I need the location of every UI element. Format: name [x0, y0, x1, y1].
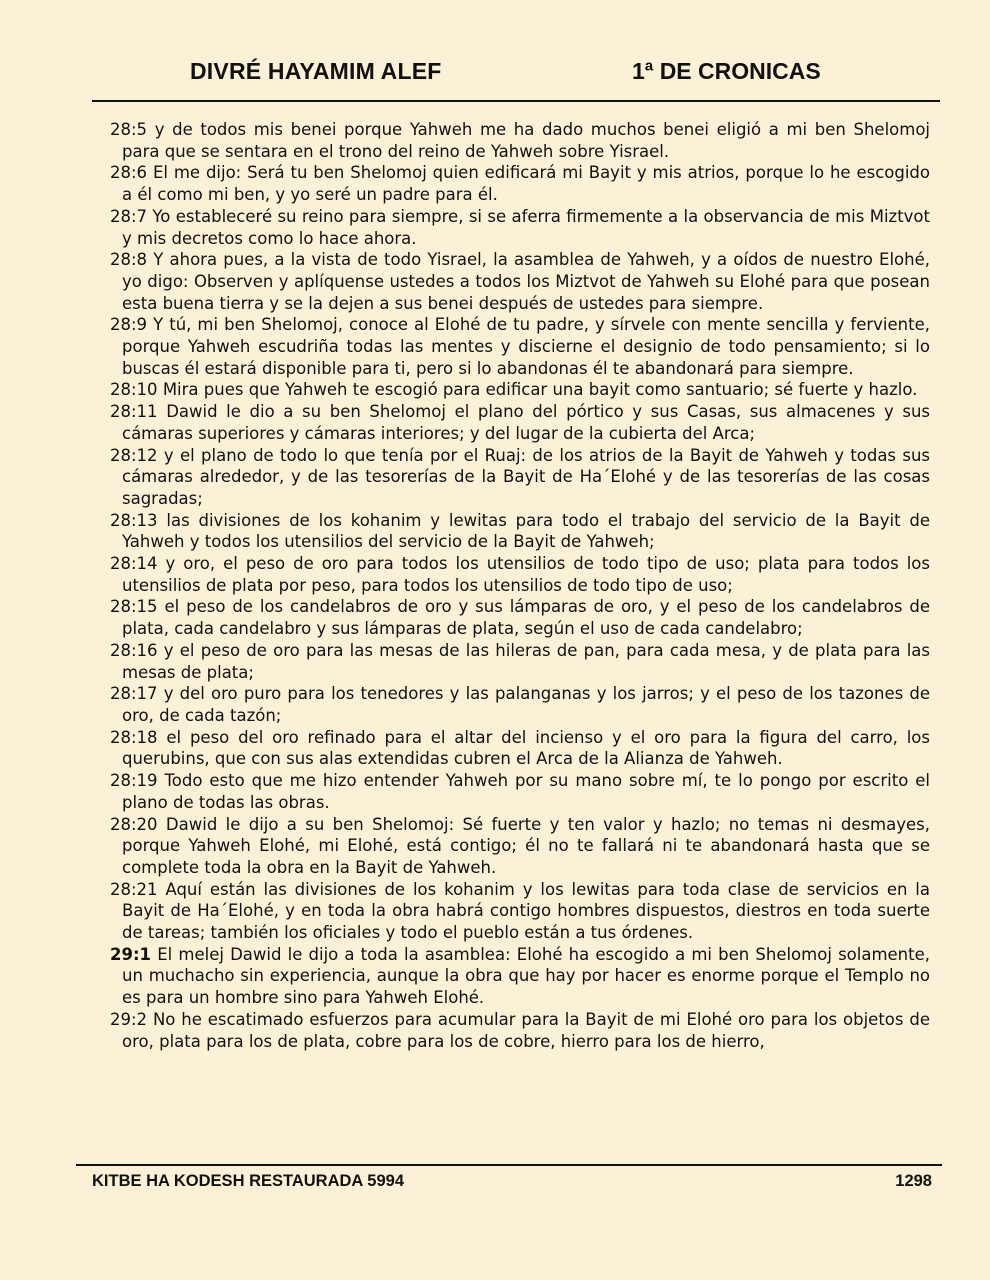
- verse-text: y el plano de todo lo que tenía por el Ruaj: de los atrios de la Bayit de Yahweh y todas sus cámaras alrededor, y de las tesorerías de la Bayit de Ha´Elohé y de las tesorerías de las cosas sagradas;: [122, 445, 930, 508]
- verse-reference: 28:15: [110, 597, 158, 617]
- verse-reference: 28:5: [110, 120, 148, 139]
- verse-text: Mira pues que Yahweh te escogió para edificar una bayit como santuario; sé fuerte y hazlo.: [162, 380, 918, 400]
- verse-reference: 28:7: [110, 206, 148, 226]
- verse-paragraph: [110, 249, 930, 314]
- verse-text: Todo esto que me hizo entender Yahweh por su mano sobre mí, te lo pongo por escrito el plano de todas las obras.: [122, 771, 930, 812]
- verse-paragraph: [110, 119, 930, 162]
- verse-paragraph: [110, 314, 930, 379]
- verse-reference: 28:13: [110, 510, 158, 530]
- verse-text: Y ahora pues, a la vista de todo Yisrael, la asamblea de Yahweh, y a oídos de nuestro Elohé, yo digo: Observen y aplíquense ustedes a todos los Miztvot de Yahweh su Elohé para que posean esta buena tierra y se la dejen a sus benei después de ustedes para siempre.: [122, 250, 930, 313]
- verse-reference: 28:16: [110, 640, 158, 660]
- verse-text: y de todos mis benei porque Yahweh me ha dado muchos benei eligió a mi ben Shelomoj para que se sentara en el trono del reino de Yahweh sobre Yisrael.: [122, 120, 930, 161]
- verse-reference: 29:2: [110, 1009, 148, 1029]
- verse-text: el peso del oro refinado para el altar del incienso y el oro para la figura del carro, los querubins, que con sus alas extendidas cubren el Arca de la Alianza de Yahweh.: [122, 727, 931, 769]
- verse-paragraph: [110, 1009, 930, 1052]
- verse-paragraph: [110, 727, 930, 770]
- verse-reference: 28:17: [110, 684, 158, 704]
- verse-paragraph: [110, 445, 930, 510]
- verse-reference: 28:21: [110, 879, 158, 899]
- verse-text: El me dijo: Será tu ben Shelomoj quien edificará mi Bayit y mis atrios, porque lo he escogido a él como mi ben, y yo seré un padre para él.: [122, 163, 931, 205]
- verse-paragraph: [110, 379, 930, 401]
- verse-list: [110, 119, 930, 1052]
- verse-reference: 28:14: [110, 554, 158, 574]
- verse-paragraph: [110, 879, 930, 944]
- verse-paragraph: [110, 553, 930, 596]
- verse-paragraph: [110, 770, 930, 813]
- verse-text: las divisiones de los kohanim y lewitas para todo el trabajo del servicio de la Bayit de Yahweh y todos los utensilios del servicio de la Bayit de Yahweh;: [122, 510, 931, 552]
- header-rule: [92, 100, 940, 102]
- verse-paragraph: [110, 206, 930, 249]
- verse-text: el peso de los candelabros de oro y sus lámparas de oro, y el peso de los candelabros de plata, cada candelabro y sus lámparas de plata, según el uso de cada candelabro;: [122, 597, 930, 639]
- page-footer: [92, 1172, 932, 1194]
- verse-paragraph: [110, 401, 930, 444]
- footer-rule: [76, 1164, 942, 1166]
- verse-text: Dawid le dio a su ben Shelomoj el plano del pórtico y sus Casas, sus almacenes y sus cámaras superiores y cámaras interiores; y del lugar de la cubierta del Arca;: [122, 402, 930, 443]
- verse-text: Aquí están las divisiones de los kohanim y los lewitas para toda clase de servicios en la Bayit de Ha´Elohé, y en toda la obra habrá contigo hombres dispuestos, diestros en toda suerte de tareas; también los oficiales y todo el pueblo están a tus órdenes.: [122, 879, 931, 943]
- verse-text: y oro, el peso de oro para todos los utensilios de todo tipo de uso; plata para todos los utensilios de plata por peso, para todos los utensilios de todo tipo de uso;: [122, 554, 931, 595]
- verse-paragraph: [110, 944, 930, 1009]
- book-title: DIVRÉ HAYAMIM ALEF: [190, 58, 442, 84]
- footer-edition: KITBE HA KODESH RESTAURADA 5994: [92, 1172, 405, 1190]
- verse-paragraph: [110, 640, 930, 683]
- verse-text: Dawid le dijo a su ben Shelomoj: Sé fuerte y ten valor y hazlo; no temas ni desmayes, porque Yahweh Elohé, mi Elohé, está contigo; él no te fallará ni te abandonará hasta que se complete toda la obra en la Bayit de Yahweh.: [122, 814, 930, 877]
- verse-reference: 28:10: [110, 380, 158, 400]
- verse-reference: 28:18: [110, 727, 158, 747]
- verse-reference: 28:9: [110, 315, 148, 335]
- verse-text: Yo estableceré su reino para siempre, si se aferra firmemente a la observancia de mis Miztvot y mis decretos como lo hace ahora.: [122, 206, 930, 248]
- page-header: [92, 58, 940, 96]
- verse-reference: 28:12: [110, 445, 158, 465]
- book-title-spanish: 1ª DE CRONICAS: [632, 58, 821, 84]
- verse-reference: 28:6: [110, 163, 148, 183]
- verse-reference: 28:8: [110, 250, 148, 270]
- verse-paragraph: [110, 596, 930, 639]
- verse-reference: 28:19: [110, 771, 158, 791]
- verse-text: y del oro puro para los tenedores y las palanganas y los jarros; y el peso de los tazones de oro, de cada tazón;: [122, 684, 930, 725]
- verse-paragraph: [110, 162, 930, 205]
- verse-paragraph: [110, 683, 930, 726]
- verse-reference: 28:20: [110, 814, 158, 834]
- verse-paragraph: [110, 510, 930, 553]
- verse-reference: 29:1: [110, 944, 152, 964]
- verse-text: El melej Dawid le dijo a toda la asamblea: Elohé ha escogido a mi ben Shelomoj solamente, un muchacho sin experiencia, aunque la obra que hay por hacer es enorme porque el Templo no es para un hombre sino para Yahweh Elohé.: [122, 944, 930, 1008]
- verse-paragraph: [110, 814, 930, 879]
- page-number: 1298: [895, 1172, 932, 1190]
- verse-text: No he escatimado esfuerzos para acumular para la Bayit de mi Elohé oro para los objetos de oro, plata para los de plata, cobre para los de cobre, hierro para los de hierro,: [122, 1009, 930, 1051]
- verse-text: y el peso de oro para las mesas de las hileras de pan, para cada mesa, y de plata para las mesas de plata;: [122, 640, 931, 682]
- verse-reference: 28:11: [110, 402, 158, 422]
- verse-text: Y tú, mi ben Shelomoj, conoce al Elohé de tu padre, y sírvele con mente sencilla y ferviente, porque Yahweh escudriña todas las mentes y discierne el designio de todo pensamiento; si lo buscas él estará disponible para ti, pero si lo abandonas él te abandonará para siempre.: [122, 315, 930, 378]
